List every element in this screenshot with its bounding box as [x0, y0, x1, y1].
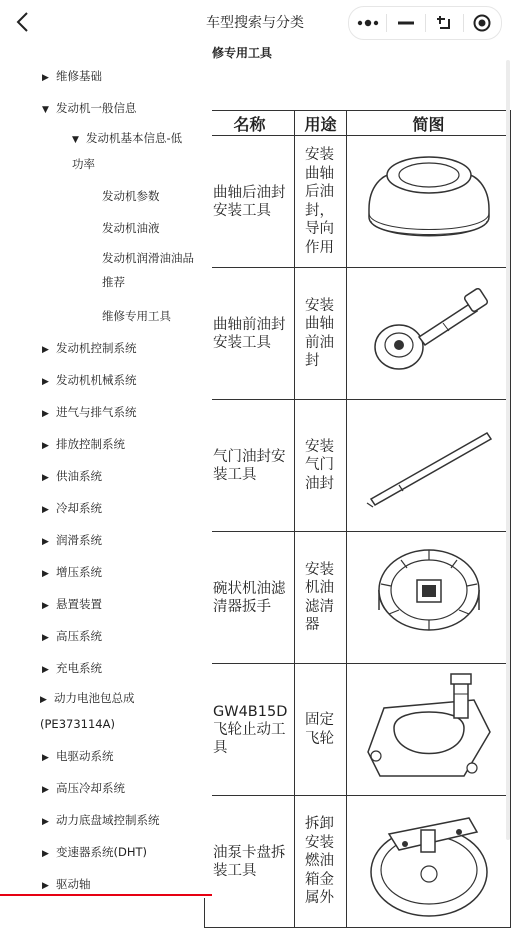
caret-right-icon[interactable]: ▶ [42, 345, 49, 355]
tool-name: 曲轴前油封安装工具 [205, 268, 295, 400]
sidebar-item-label: 供油系统 [56, 469, 102, 483]
tool-image-cell [347, 532, 511, 664]
sidebar-item-label: 维修基础 [56, 69, 102, 83]
caret-down-icon[interactable]: ▼ [42, 105, 49, 115]
tool-image-cell [347, 268, 511, 400]
sidebar-item[interactable] [102, 188, 160, 204]
minimize-icon [397, 21, 415, 25]
minimize-button[interactable] [387, 7, 424, 39]
back-button[interactable] [12, 10, 34, 34]
sidebar-item-label: 发动机润滑油油品推荐 [102, 251, 194, 289]
caret-right-icon[interactable]: ▶ [42, 849, 49, 859]
table-header-row [205, 111, 511, 136]
close-target-icon [473, 14, 491, 32]
caret-right-icon[interactable]: ▶ [42, 505, 49, 515]
document-pane[interactable] [212, 44, 512, 907]
fuel-pump-chuck-tool-icon [359, 804, 499, 920]
more-dots-icon [357, 19, 379, 27]
caret-right-icon[interactable]: ▶ [42, 73, 49, 83]
close-button[interactable] [464, 7, 501, 39]
sidebar-item-label: 冷却系统 [56, 501, 102, 515]
caret-right-icon[interactable]: ▶ [42, 441, 49, 451]
tool-use: 安装机油滤清器 [295, 532, 347, 664]
crank-front-seal-tool-icon [359, 279, 499, 389]
caret-right-icon[interactable]: ▶ [42, 377, 49, 387]
sidebar-item-label: 发动机油液 [102, 221, 160, 235]
sidebar-scroll-indicator [0, 894, 212, 896]
sidebar-tree [0, 44, 212, 898]
sidebar-item-label: 进气与排气系统 [56, 405, 137, 419]
sidebar-item[interactable] [42, 812, 160, 828]
sidebar-item-label: 维修专用工具 [102, 309, 171, 323]
tool-image-cell [347, 400, 511, 532]
sidebar-item[interactable] [102, 220, 160, 236]
restore-icon [436, 15, 452, 31]
sidebar-item-label: 电驱动系统 [56, 749, 114, 763]
sidebar-item[interactable] [42, 596, 102, 612]
sidebar-item[interactable] [42, 628, 102, 644]
sidebar-item[interactable] [42, 340, 137, 356]
sidebar-item[interactable] [42, 404, 137, 420]
sidebar-item[interactable] [42, 660, 102, 676]
sidebar-item-label: 变速器系统(DHT) [56, 845, 147, 859]
sidebar-item[interactable] [42, 436, 125, 452]
header-name: 名称 [205, 111, 295, 136]
sidebar-item-label: 悬置装置 [56, 597, 102, 611]
header-image: 简图 [347, 111, 511, 136]
caret-right-icon[interactable]: ▶ [42, 537, 49, 547]
flywheel-lock-tool-icon [354, 672, 504, 788]
mini-program-capsule [348, 6, 502, 40]
restore-button[interactable] [426, 7, 463, 39]
sidebar-item[interactable] [42, 876, 91, 892]
table-row [205, 136, 511, 268]
sidebar-item-label: 排放控制系统 [56, 437, 125, 451]
tool-image-cell [347, 136, 511, 268]
page-title: 车型搜索与分类 [206, 15, 304, 31]
table-row [205, 532, 511, 664]
caret-right-icon[interactable]: ▶ [40, 695, 47, 705]
sidebar-item[interactable] [42, 844, 147, 860]
chevron-left-icon [12, 10, 34, 34]
caret-right-icon[interactable]: ▶ [42, 409, 49, 419]
sidebar-item[interactable] [42, 564, 102, 580]
sidebar-item-label: 高压系统 [56, 629, 102, 643]
sidebar-item-label: 润滑系统 [56, 533, 102, 547]
valve-seal-tool-icon [359, 411, 499, 521]
oil-filter-wrench-icon [359, 540, 499, 656]
sidebar-item-label: 发动机控制系统 [56, 341, 137, 355]
caret-right-icon[interactable]: ▶ [42, 881, 49, 891]
caret-right-icon[interactable]: ▶ [42, 473, 49, 483]
sidebar-item-label: 充电系统 [56, 661, 102, 675]
top-bar [0, 0, 512, 44]
caret-right-icon[interactable]: ▶ [42, 665, 49, 675]
tool-name: GW4B15D飞轮止动工具 [205, 664, 295, 796]
sidebar-item-label: 动力电池包总成(PE373114A) [40, 691, 135, 731]
tool-name: 油泵卡盘拆装工具 [205, 796, 295, 928]
caret-right-icon[interactable]: ▶ [42, 785, 49, 795]
crank-rear-seal-tool-icon [359, 147, 499, 257]
sidebar-item[interactable] [102, 308, 171, 324]
caret-right-icon[interactable]: ▶ [42, 817, 49, 827]
sidebar-item[interactable] [42, 780, 125, 796]
sidebar-item[interactable] [42, 372, 137, 388]
tool-name: 碗状机油滤清器扳手 [205, 532, 295, 664]
caret-right-icon[interactable]: ▶ [42, 601, 49, 611]
sidebar-item-label: 增压系统 [56, 565, 102, 579]
table-row [205, 268, 511, 400]
sidebar-item-label: 发动机基本信息-低功率 [72, 131, 183, 171]
sidebar-item-label: 动力底盘域控制系统 [56, 813, 160, 827]
sidebar-item-label: 发动机一般信息 [56, 101, 137, 115]
sidebar-item-label: 驱动轴 [56, 877, 91, 891]
caret-right-icon[interactable]: ▶ [42, 633, 49, 643]
table-row [205, 400, 511, 532]
tool-name: 气门油封安装工具 [205, 400, 295, 532]
sidebar-item-label: 发动机参数 [102, 189, 160, 203]
sidebar-item[interactable] [42, 748, 114, 764]
tool-use: 安装曲轴后油封，导向作用 [295, 136, 347, 268]
caret-right-icon[interactable]: ▶ [42, 569, 49, 579]
more-button[interactable] [349, 7, 386, 39]
sidebar-item[interactable] [42, 100, 137, 116]
tool-use: 安装曲轴前油封 [295, 268, 347, 400]
sidebar-item[interactable] [42, 500, 102, 516]
sidebar-item[interactable] [42, 468, 102, 484]
sidebar-item-label: 高压冷却系统 [56, 781, 125, 795]
header-use: 用途 [295, 111, 347, 136]
tool-name: 曲轴后油封安装工具 [205, 136, 295, 268]
sidebar-item[interactable] [40, 686, 160, 736]
tool-use: 拆卸安装燃油箱金属外 [295, 796, 347, 928]
document-scrollbar[interactable] [506, 60, 510, 840]
caret-down-icon[interactable]: ▼ [72, 135, 79, 145]
sidebar-item[interactable] [72, 126, 192, 176]
caret-right-icon[interactable]: ▶ [42, 753, 49, 763]
sidebar-item-label: 发动机机械系统 [56, 373, 137, 387]
tool-use: 安装气门油封 [295, 400, 347, 532]
sidebar-item[interactable] [42, 532, 102, 548]
table-row [205, 664, 511, 796]
sidebar-item[interactable] [42, 68, 102, 84]
tool-image-cell [347, 796, 511, 928]
tool-use: 固定飞轮 [295, 664, 347, 796]
tools-table [204, 110, 511, 928]
sidebar-item[interactable] [102, 246, 200, 294]
table-row [205, 796, 511, 928]
tool-image-cell [347, 664, 511, 796]
section-heading: 修专用工具 [212, 46, 273, 60]
